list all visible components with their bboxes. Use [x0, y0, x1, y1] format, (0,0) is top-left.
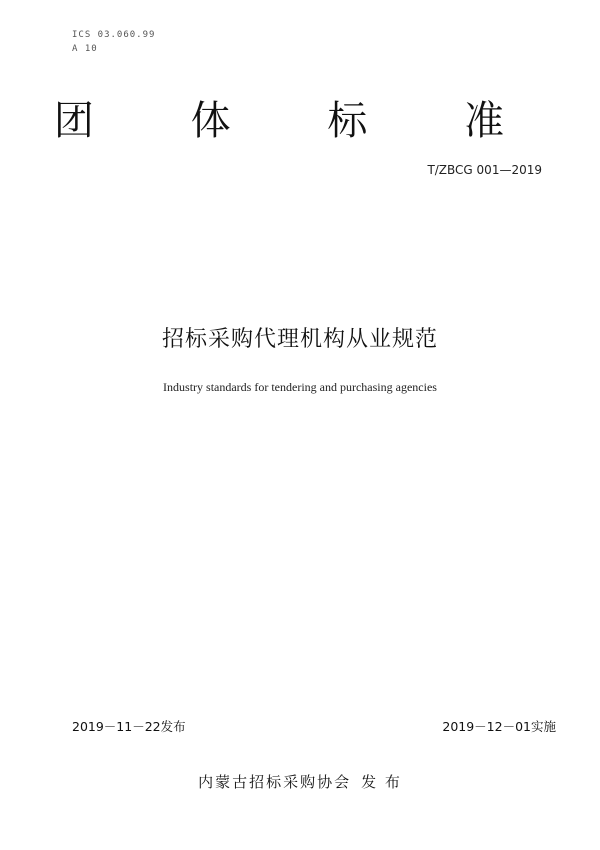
publisher-action: 发 布 — [361, 773, 402, 791]
ccs-code: A 10 — [72, 44, 98, 54]
header-divider — [60, 183, 540, 184]
publisher-organization: 内蒙古招标采购协会 — [198, 773, 352, 791]
document-title-english: Industry standards for tendering and purchasing agencies — [163, 380, 437, 394]
standard-number: T/ZBCG 001—2019 — [427, 163, 542, 177]
document-title-chinese: 招标采购代理机构从业规范 — [161, 327, 438, 352]
ics-code: ICS 03.060.99 — [72, 30, 156, 40]
publisher-line — [0, 771, 600, 792]
issue-date: 2019－11－22发布 — [72, 719, 186, 734]
implementation-date: 2019－12－01实施 — [442, 719, 556, 734]
document-type-heading: 团 体 标 准 — [53, 98, 547, 144]
